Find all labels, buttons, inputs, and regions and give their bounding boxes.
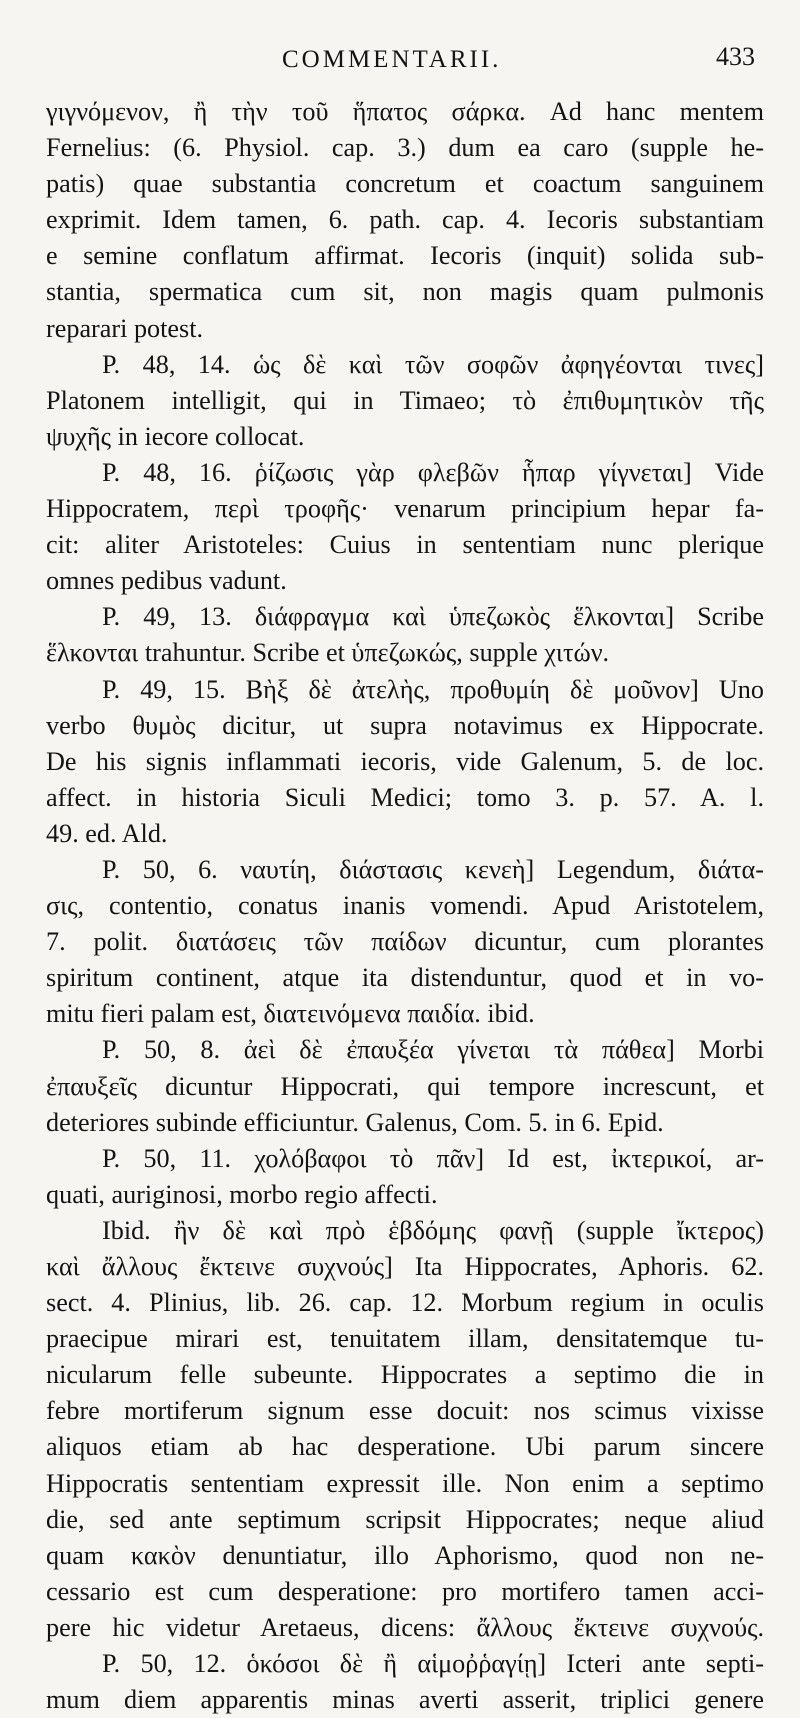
text-line: exprimit. Idem tamen, 6. path. cap. 4. Iecoris substantiam — [46, 205, 764, 235]
text-line: P. 50, 8. ἀεὶ δὲ ἐπαυξέα γίνεται τὰ πάθεα] Morbi — [102, 1035, 764, 1065]
text-line: P. 50, 6. ναυτίη, διάστασις κενεὴ] Legendum, διάτα- — [102, 854, 764, 884]
text-line: quam κακὸν denuntiatur, illo Aphorismo, quod non ne- — [46, 1540, 764, 1570]
text-line: ἐπαυξεῖς dicuntur Hippocrati, qui tempore increscunt, et — [46, 1071, 764, 1101]
text-line: deteriores subinde efficiuntur. Galenus, Com. 5. in 6. Epid. — [46, 1107, 664, 1137]
text-line: P. 49, 15. Βὴξ δὲ ἀτελὴς, προθυμίη δὲ μοῦνον] Uno — [102, 674, 764, 704]
text-line: P. 48, 14. ὡς δὲ καὶ τῶν σοφῶν ἀφηγέονται τινες] — [102, 349, 764, 379]
text-line: e semine conflatum affirmat. Iecoris (inquit) solida sub- — [46, 241, 764, 271]
text-line: affect. in historia Siculi Medici; tomo 3. p. 57. A. l. — [46, 782, 764, 812]
text-line: Fernelius: (6. Physiol. cap. 3.) dum ea caro (supple he- — [46, 133, 764, 163]
text-line: 7. polit. διατάσεις τῶν παίδων dicuntur, cum plorantes — [46, 927, 764, 957]
text-line: stantia, spermatica cum sit, non magis quam pulmonis — [46, 277, 764, 307]
text-line: febre mortiferum signum esse docuit: nos scimus vixisse — [46, 1396, 764, 1426]
text-line: Platonem intelligit, qui in Timaeo; τὸ ἐπιθυμητικὸν τῆς — [46, 385, 764, 415]
text-line: mitu fieri palam est, διατεινόμενα παιδία. ibid. — [46, 999, 535, 1029]
text-line: ἕλκονται trahuntur. Scribe et ὑπεζωκώς, supple χιτών. — [46, 638, 610, 668]
text-line: quati, auriginosi, morbo regio affecti. — [46, 1179, 438, 1209]
text-line: reparari potest. — [46, 313, 204, 343]
commentary-text — [46, 94, 764, 1718]
page-number: 433 — [716, 42, 755, 71]
text-line: De his signis inflammati iecoris, vide Galenum, 5. de loc. — [46, 746, 764, 776]
text-line: praecipue mirari est, tenuitatem illam, densitatemque tu- — [46, 1324, 764, 1354]
text-line: die, sed ante septimum scripsit Hippocrates; neque aliud — [46, 1504, 764, 1534]
text-line: patis) quae substantia concretum et coactum sanguinem — [46, 169, 764, 199]
text-line: Hippocratem, περὶ τροφῆς· venarum principium hepar fa- — [46, 494, 764, 524]
text-line: P. 48, 16. ῥίζωσις γὰρ φλεβῶν ἧπαρ γίγνεται] Vide — [102, 457, 764, 487]
text-line: sect. 4. Plinius, lib. 26. cap. 12. Morbum regium in oculis — [46, 1288, 764, 1318]
text-line: σις, contentio, conatus inanis vomendi. Apud Aristotelem, — [46, 891, 764, 921]
text-line: spiritum continent, atque ita distenduntur, quod et in vo- — [46, 963, 764, 993]
text-line: Ibid. ἢν δὲ καὶ πρὸ ἑβδόμης φανῇ (supple ἴκτερος) — [102, 1215, 764, 1245]
text-line: P. 49, 13. διάφραγμα καὶ ὑπεζωκὸς ἕλκονται] Scribe — [102, 602, 764, 632]
text-line: Hippocratis sententiam expressit ille. Non enim a septimo — [46, 1468, 764, 1498]
text-line: verbo θυμὸς dicitur, ut supra notavimus ex Hippocrate. — [46, 710, 764, 740]
text-line: P. 50, 12. ὁκόσοι δὲ ἢ αἱμοῤῥαγίῃ] Icteri ante septi- — [102, 1649, 764, 1679]
text-line: aliquos etiam ab hac desperatione. Ubi parum sincere — [46, 1432, 764, 1462]
text-line: 49. ed. Ald. — [46, 818, 168, 848]
text-line: pere hic videtur Aretaeus, dicens: ἄλλους ἔκτεινε συχνούς. — [46, 1612, 764, 1642]
text-line: P. 50, 11. χολόβαφοι τὸ πᾶν] Id est, ἰκτερικοί, ar- — [102, 1143, 764, 1173]
text-line: cit: aliter Aristoteles: Cuius in sententiam nunc plerique — [46, 530, 764, 560]
text-line: mum diem apparentis minas averti asserit, triplici genere — [46, 1685, 764, 1715]
text-line: ψυχῆς in iecore collocat. — [46, 421, 305, 451]
page-header — [0, 40, 800, 80]
text-line: nicularum felle subeunte. Hippocrates a septimo die in — [46, 1360, 764, 1390]
text-line: καὶ ἄλλους ἔκτεινε συχνούς] Ita Hippocrates, Aphoris. 62. — [46, 1252, 764, 1281]
text-line: omnes pedibus vadunt. — [46, 566, 287, 596]
text-line: γιγνόμενον, ἢ τὴν τοῦ ἥπατος σάρκα. Ad hanc mentem — [46, 97, 764, 126]
text-line: cessario est cum desperatione: pro mortifero tamen acci- — [46, 1576, 764, 1606]
running-title: COMMENTARII. — [282, 46, 502, 73]
